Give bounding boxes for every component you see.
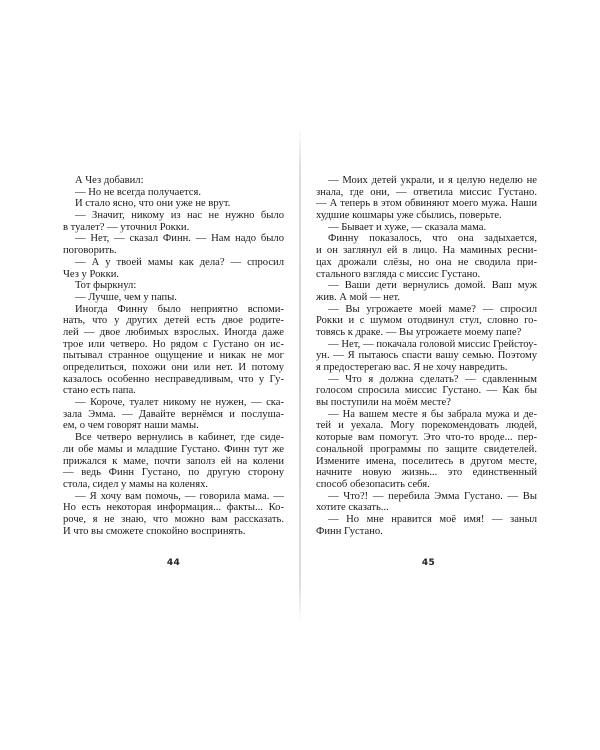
text-line-content: худшие кошмары уже сбылись, поверьте.	[316, 210, 502, 222]
paragraph	[63, 198, 284, 210]
text-line	[316, 198, 537, 210]
paragraph	[316, 409, 537, 491]
text-line-content: — На вашем месте я бы забрала мужа и де-	[328, 408, 537, 420]
text-line-content: лей — двое любимых взрослых. Иногда даже	[63, 326, 284, 338]
text-line-content: — Ваши дети вернулись домой. Ваш муж	[328, 280, 537, 292]
text-line	[316, 444, 537, 456]
text-line-content: жив. А мой — нет.	[316, 291, 400, 303]
text-line-content: трое или четверо. Но рядом с Густано он ис-	[63, 338, 284, 350]
paragraph	[316, 233, 537, 280]
text-line	[316, 304, 537, 316]
text-line	[63, 479, 284, 491]
text-line-content: — Нет, — покачала головой миссис Грейстоу-	[328, 338, 537, 350]
text-line-content: голосом спросила миссис Густано. — Как бы	[316, 385, 537, 397]
text-line	[63, 233, 284, 245]
text-line-content: И стало ясно, что они уже не врут.	[75, 198, 231, 210]
right-page	[300, 0, 600, 750]
text-line-content: — Лучше, чем у папы.	[75, 291, 177, 303]
text-line	[316, 210, 537, 222]
text-line-content: цах дрожали слёзы, но она не сводила при-	[316, 256, 537, 268]
text-line-content: — А у твоей мамы как дела? — спросил	[75, 256, 284, 268]
left-page-text	[63, 175, 284, 537]
page-number-left: 44	[166, 558, 181, 568]
text-line-content: Измените имена, поселитесь в другом месте,	[316, 455, 537, 467]
text-line-content: товясь к драке. — Вы угрожаете моему папе?	[316, 326, 522, 338]
page-number-right: 45	[421, 558, 436, 568]
text-line-content: — Вы угрожаете моей маме? — спросил	[328, 303, 537, 315]
text-line-content: которые вам помогут. Это что-то вроде... пер-	[316, 432, 537, 444]
text-line-content: — ведь Финн Густано, по другую сторону	[63, 467, 284, 479]
text-line	[63, 280, 284, 292]
paragraph	[63, 187, 284, 199]
paragraph	[316, 222, 537, 234]
text-line-content: стола, сидел у мамы на коленях.	[63, 478, 209, 490]
paragraph	[316, 491, 537, 514]
text-line	[63, 502, 284, 514]
text-line	[63, 269, 284, 281]
text-line	[63, 385, 284, 397]
text-line-content: прижался к маме, почти заполз ей на колени	[63, 455, 284, 467]
text-line	[63, 397, 284, 409]
right-page-text	[316, 175, 537, 537]
text-line-content: ем, о чем говорят наши мамы.	[63, 420, 199, 432]
text-line	[316, 385, 537, 397]
text-line	[63, 467, 284, 479]
text-line	[63, 409, 284, 421]
paragraph	[316, 304, 537, 339]
text-line	[316, 245, 537, 257]
paragraph	[316, 280, 537, 303]
text-line-content: стального взгляда с миссис Густано.	[316, 268, 481, 280]
text-line	[63, 339, 284, 351]
text-line	[63, 222, 284, 234]
text-line	[63, 304, 284, 316]
text-line-content: поговорить.	[63, 245, 117, 257]
text-line-content: ун. — Я пытаюсь спасти вашу семью. Поэтому	[316, 350, 537, 362]
paragraph	[63, 257, 284, 280]
text-line	[316, 397, 537, 409]
text-line	[316, 315, 537, 327]
text-line-content: Но есть некоторая информация... факты... Ко-	[63, 502, 284, 514]
text-line	[63, 210, 284, 222]
text-line	[63, 362, 284, 374]
paragraph	[63, 491, 284, 538]
text-line	[63, 245, 284, 257]
text-line	[63, 432, 284, 444]
paragraph	[316, 175, 537, 222]
text-line	[316, 432, 537, 444]
text-line	[316, 327, 537, 339]
text-line-content: Финн Густано.	[316, 525, 383, 537]
text-line	[316, 257, 537, 269]
text-line	[316, 502, 537, 514]
text-line	[316, 456, 537, 468]
text-line-content: стано есть папа.	[63, 385, 136, 397]
text-line	[316, 409, 537, 421]
text-line	[316, 233, 537, 245]
text-line-content: Все четверо вернулись в кабинет, где сиде-	[75, 432, 284, 444]
text-line-content: — Моих детей украли, и я целую неделю не	[328, 175, 537, 186]
text-line-content: я предостерегаю вас. Я не хочу навредить.	[316, 362, 508, 373]
text-line	[316, 526, 537, 538]
text-line	[63, 350, 284, 362]
text-line-content: — Но мне нравится моё имя! — заныл	[328, 513, 537, 525]
text-line-content: вы поступили на моём месте?	[316, 397, 451, 409]
text-line	[316, 339, 537, 351]
paragraph	[316, 339, 537, 374]
text-line-content: — Нет, — сказал Финн. — Нам надо было	[75, 233, 284, 245]
paragraph	[63, 292, 284, 304]
text-line	[63, 175, 284, 187]
paragraph	[63, 175, 284, 187]
text-line	[316, 467, 537, 479]
paragraph	[63, 304, 284, 398]
text-line	[63, 456, 284, 468]
text-line	[63, 514, 284, 526]
paragraph	[63, 210, 284, 233]
text-line-content: ли обе мамы и младшие Густано. Финн тут же	[63, 443, 284, 455]
text-line-content: знала, где они, — ответила миссис Густано.	[316, 186, 537, 198]
text-line	[316, 362, 537, 374]
text-line-content: сональной программы по защите свидетелей.	[316, 443, 537, 455]
text-line-content: — Я хочу вам помочь, — говорила мама. —	[75, 490, 284, 502]
text-line-content: нать, что у других детей есть двое родите-	[63, 315, 284, 327]
paragraph	[316, 514, 537, 537]
text-line-content: — Значит, никому из нас не нужно было	[75, 210, 284, 222]
text-line-content: казалось особенно несправедливым, что у Гу-	[63, 373, 284, 385]
text-line-content: пытывал странное ощущение и никак не мог	[63, 350, 284, 362]
text-line-content: — Что я должна сделать? — сдавленным	[328, 373, 537, 385]
text-line	[63, 374, 284, 386]
text-line-content: роче, я не знаю, что можно вам рассказать.	[63, 513, 284, 525]
paragraph	[63, 432, 284, 490]
paragraph	[63, 233, 284, 256]
text-line	[316, 479, 537, 491]
text-line	[63, 491, 284, 503]
text-line	[316, 374, 537, 386]
text-line-content: тей и уехала. Могу порекомендовать людей,	[316, 420, 537, 432]
text-line	[63, 257, 284, 269]
text-line-content: и он заглянул ей в лицо. На маминых ресни-	[316, 245, 537, 257]
text-line	[316, 420, 537, 432]
text-line	[316, 491, 537, 503]
text-line	[316, 187, 537, 199]
text-line-content: Финну показалось, что она задыхается,	[328, 233, 537, 245]
text-line	[316, 222, 537, 234]
text-line	[316, 514, 537, 526]
text-line-content: способ обезопасить себя.	[316, 478, 430, 490]
text-line	[316, 175, 537, 187]
paragraph	[316, 374, 537, 409]
text-line-content: определиться, похожи они или нет. И потому	[63, 362, 284, 373]
text-line-content: — Что?! — перебила Эмма Густано. — Вы	[328, 490, 537, 502]
text-line-content: — Бывает и хуже, — сказала мама.	[328, 221, 487, 233]
text-line-content: А Чез добавил:	[75, 175, 144, 186]
paragraph	[63, 280, 284, 292]
paragraph	[63, 397, 284, 432]
text-line-content: в туалет? — уточнил Рокки.	[63, 221, 190, 233]
text-line-content: Иногда Финну было неприятно вспоми-	[75, 303, 284, 315]
text-line-content: Чез у Рокки.	[63, 268, 120, 280]
text-line	[63, 198, 284, 210]
text-line	[63, 327, 284, 339]
text-line	[63, 187, 284, 199]
text-line-content: — А теперь в этом обвиняют моего мужа. Наши	[316, 198, 537, 210]
text-line	[63, 444, 284, 456]
text-line-content: зала Эмма. — Давайте вернёмся и послуша-	[63, 408, 284, 420]
text-line	[63, 526, 284, 538]
text-line	[316, 280, 537, 292]
text-line	[63, 315, 284, 327]
text-line	[316, 292, 537, 304]
text-line-content: хотите сказать...	[316, 502, 389, 514]
text-line-content: Рокки и с шумом отодвинул стул, словно го-	[316, 315, 537, 327]
text-line	[63, 420, 284, 432]
text-line-content: И что вы сможете спокойно воспринять.	[63, 525, 246, 537]
text-line-content: Тот фыркнул:	[75, 280, 137, 292]
text-line	[316, 269, 537, 281]
text-line	[63, 292, 284, 304]
text-line	[316, 350, 537, 362]
text-line-content: — Но не всегда получается.	[75, 186, 202, 198]
text-line-content: начните новую жизнь... это единственный	[316, 467, 537, 479]
text-line-content: — Короче, туалет никому не нужен, — ска-	[75, 397, 284, 409]
